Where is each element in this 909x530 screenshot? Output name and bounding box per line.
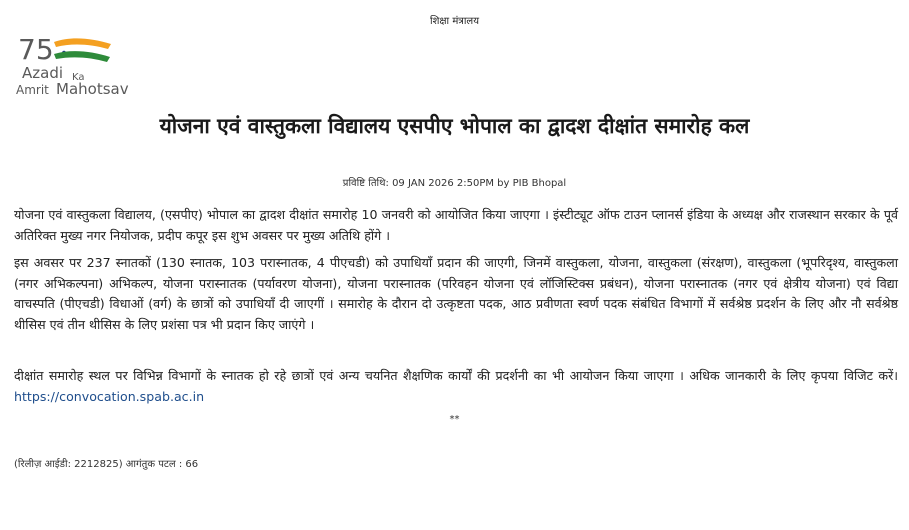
posted-date	[0, 175, 909, 189]
logo-amrit: Amrit	[16, 83, 49, 97]
paragraph-3-text: दीक्षांत समारोह स्थल पर विभिन्न विभागों के स्नातक हो रहे छात्रों एवं अन्य चयनित शैक्षणिक कार्यों की प्रदर्शनी का भी आयोजन किया जाएगा । अधिक जानकारी के लिए कृपया विजिट करें।	[14, 368, 898, 383]
convocation-link[interactable]: https://convocation.spab.ac.in	[14, 388, 205, 404]
release-id-line: (रिलीज़ आईडी: 2212825) आगंतुक पटल : 66	[14, 459, 199, 470]
azadi-ka-amrit-mahotsav-logo	[16, 32, 136, 100]
paragraph-2: इस अवसर पर 237 स्नातकों (130 स्नातक, 103 परास्नातक, 4 पीएचडी) को उपाधियाँ प्रदान की जाएगी, जिनमें वास्तुकला, योजना, वास्तुकला (संरक्षण), वास्तुकला (भूपरिदृश्य, वास्तुकला (नगर अभिकल्पना) अभिकल्प, योजना परास्नातक (पर्यावरण योजना), योजना परास्नातक (परिवहन योजना एवं लॉजिस्टिक्स प्रबंधन), योजना परास्नातक (नगर एवं क्षेत्रीय योजना) एवं विद्या वाचस्पति (पीएचडी) विधाओं (वर्ग) के छात्रों को उपाधियाँ दी जाएगीं । समारोह के दौरान दो उत्कृष्टता पदक, आठ प्रवीणता स्वर्ण पदक संबंधित विभागों में सर्वश्रेष्ठ प्रदर्शन के लिए और नौ सर्वश्रेष्ठ थीसिस एवं तीन थीसिस के लिए प्रशंसा पत्र भी प्रदान किए जाएंगे ।	[14, 255, 898, 332]
logo-azadi: Azadi	[22, 64, 64, 82]
logo-number: 75	[18, 33, 54, 66]
logo-mahotsav: Mahotsav	[56, 80, 129, 98]
ministry-name: शिक्षा मंत्रालय	[430, 16, 479, 27]
logo-ka: Ka	[72, 72, 85, 83]
article-title: योजना एवं वास्तुकला विद्यालय एसपीए भोपाल का द्वादश दीक्षांत समारोह कल	[159, 114, 750, 138]
paragraph-3	[14, 366, 898, 407]
posted-value: 09 JAN 2026 2:50PM by PIB Bhopal	[392, 178, 567, 189]
separator: **	[449, 414, 460, 425]
posted-label: प्रविष्टि तिथि:	[342, 178, 389, 189]
paragraph-1: योजना एवं वास्तुकला विद्यालय, (एसपीए) भोपाल का द्वादश दीक्षांत समारोह 10 जनवरी को आयोजित किया जाएगा । इंस्टीट्यूट ऑफ टाउन प्लानर्स इंडिया के अध्यक्ष और राजस्थान सरकार के पूर्व अतिरिक्त मुख्य नगर नियोजक, प्रदीप कपूर इस शुभ अवसर पर मुख्य अतिथि होंगे ।	[14, 207, 898, 243]
